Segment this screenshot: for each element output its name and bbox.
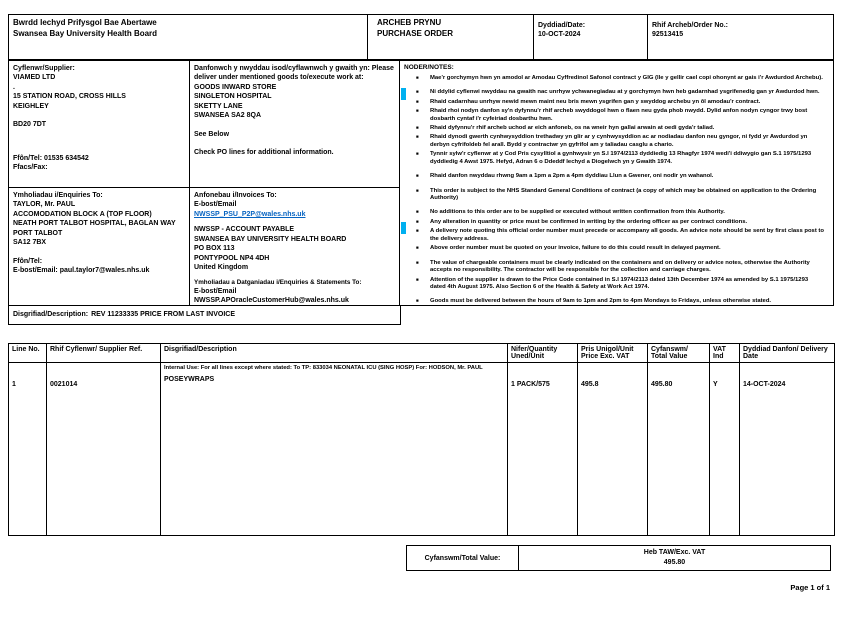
header-title-cell (367, 14, 534, 60)
col-header-unit-price: Pris Unigol/Unit Price Exc. VAT (578, 344, 648, 363)
enquiries-label: Ymholiadau i/Enquiries To: (13, 192, 103, 199)
deliver-see-below: See Below (194, 130, 230, 138)
quantity-value: 1 PACK/575 (511, 381, 550, 388)
note-bullet: ■ Ni ddylid cyflenwi nwyddau na gwaith nac unrhyw ychwanegiadau at y gorchymyn hwn heb gadarnhad ysgrifenedig gan yr Awdurdod hwn. (430, 89, 825, 96)
invoices-email-label: E-bost/Email (194, 201, 237, 209)
col-header-description: Disgrifiad/Description (161, 344, 508, 363)
enquiries-email-value: paul.taylor7@wales.nhs.uk (59, 267, 150, 275)
cell-vat (710, 363, 740, 536)
enquiries-address-line: ACCOMODATION BLOCK A (TOP FLOOR) (13, 210, 152, 218)
header-date-cell (533, 14, 648, 60)
enquiries-email-label: E-bost/Email: (13, 267, 58, 275)
deliver-to-label: Danfonwch y nwyddau isod/cyflawnwch y gwaith yn: Please deliver under mentioned goods to/execute work at: (194, 65, 394, 82)
order-no-label: Rhif Archeb/Order No.: (652, 22, 728, 29)
supplier-fax-label: Ffacs/Fax: (13, 164, 48, 172)
total-amount: 495.80 (663, 558, 686, 566)
cell-description (161, 363, 508, 536)
deliver-address-line: SWANSEA SA2 8QA (194, 112, 262, 120)
note-bullet: ■ Any alteration in quantity or price must be confirmed in writing by the ordering officer as per contract conditions. (430, 219, 825, 226)
cyan-marker-icon (401, 88, 406, 100)
doc-title-welsh: ARCHEB PRYNU (377, 18, 442, 27)
supplier-address-line: 15 STATION ROAD, CROSS HILLS (13, 93, 126, 101)
deliver-to-box (189, 60, 401, 188)
invoices-address-line: SWANSEA BAY UNIVERSITY HEALTH BOARD (194, 235, 347, 243)
note-bullet: ■ Goods must be delivered between the hours of 9am to 1pm and 2pm to 4pm Mondays to Fridays, unless otherwise stated. (430, 298, 825, 305)
order-no-value: 92513415 (652, 31, 684, 39)
deliver-address-line: SINGLETON HOSPITAL (194, 93, 272, 101)
totals-row (406, 545, 831, 571)
col-header-supplier-ref: Rhif Cyflenwr/ Supplier Ref. (47, 344, 161, 363)
enquiries-email-line (13, 266, 185, 275)
supplier-box (8, 60, 190, 188)
description-label: Disgrifiad/Description: (13, 311, 89, 319)
doc-title-english: PURCHASE ORDER (377, 28, 454, 38)
notes-box (399, 60, 834, 306)
deliver-address-line: GOODS INWARD STORE (194, 83, 277, 91)
unit-price-value: 495.8 (581, 381, 599, 388)
cell-supplier-ref (47, 363, 161, 536)
invoices-address-line: PO BOX 113 (194, 245, 235, 253)
header-org-cell (8, 14, 368, 60)
note-bullet: ■ Tynnir sylw'r cyflenwr at y Cod Pris cysylltiol a gynhwysir yn S.I 1974/2113 dyddiedig 13 Rhagfyr 1974 wedi'i ddiwygio gan S.1 1975/1293 dyddiedig 4 Awst 1975. Hefyd, Adran 6 o Ddeddf Iechyd a Diogelwch yn y Gwaith 1974. (430, 151, 825, 166)
note-bullet: ■ Attention of the supplier is drawn to the Price Code contained in S.I 1974/2113 dated 13th December 1974 as amended by S.1 1975/1293 dated 4th August 1975. Also Section 6 of the Health & Safety at Work Act 1974. (430, 277, 825, 292)
page-number: Page 1 of 1 (790, 583, 830, 592)
table-header-row (9, 344, 835, 363)
notes-title: NODER/NOTES: (404, 64, 454, 71)
total-value-label: Cyfanswm/Total Value: (407, 546, 519, 570)
deliver-address-line: SKETTY LANE (194, 102, 243, 110)
enquiries-contact-name: TAYLOR, Mr. PAUL (13, 201, 76, 209)
org-name-english: Swansea Bay University Health Board (13, 28, 158, 38)
supplier-label: Cyflenwr/Supplier: (13, 65, 75, 72)
supplier-postcode: BD20 7DT (13, 121, 47, 129)
delivery-date-value: 14-OCT-2024 (743, 381, 786, 388)
col-header-delivery-date: Dyddiad Danfon/ Delivery Date (740, 344, 835, 363)
invoices-address-line: NWSSP - ACCOUNT PAYABLE (194, 226, 295, 234)
cell-delivery-date (740, 363, 835, 536)
statements-label: Ymholiadau a Datganiadau i/Enquiries & Statements To: (194, 278, 362, 286)
invoices-address-line: United Kingdom (194, 264, 249, 272)
description-strip (8, 305, 401, 325)
cell-total (648, 363, 710, 536)
org-name-welsh: Bwrdd Iechyd Prifysgol Bae Abertawe (13, 18, 157, 27)
supplier-address-dot: . (13, 83, 15, 91)
note-bullet: ■ This order is subject to the NHS Standard General Conditions of contract (a copy of which may be obtained on application to the Ordering Authority) (430, 188, 825, 203)
enquiries-phone-label: Ffôn/Tel: (13, 257, 43, 265)
description-value: REV 11233335 PRICE FROM LAST INVOICE (91, 311, 236, 319)
date-label: Dyddiad/Date: (538, 22, 586, 29)
col-header-line-no: Line No. (9, 344, 47, 363)
table-row (9, 363, 835, 536)
note-bullet: ■ Rhaid rhoi nodyn danfon sy'n dyfynnu'r rhif archeb swyddogol hwn o flaen neu gyda phob nwydd. Dylid anfon nodyn cyngor trwy bost dosbarth cyntaf i'r cyfeiriad dosbarthu hwn. (430, 108, 825, 123)
supplier-name: VIAMED LTD (13, 74, 56, 82)
supplier-phone-label: Ffôn/Tel: (13, 154, 43, 162)
internal-use-note: Internal Use: For all lines except where stated: To TP: 833034 NEONATAL ICU (SING HOSP) For: HODSON, Mr. PAUL (164, 365, 483, 371)
cyan-marker-icon (401, 222, 406, 234)
supplier-phone-line (13, 154, 185, 163)
note-bullet: ■ Mae'r gorchymyn hwn yn amodol ar Amodau Cyffredinol Safonol contract y GIG (lle y gellir cael copi ohonynt ar gais i'r Awdurdod Archebu). (430, 75, 825, 82)
date-value: 10-OCT-2024 (538, 31, 581, 39)
note-bullet: ■ No additions to this order are to be supplied or executed without written confirmation from this Authority. (430, 209, 825, 216)
invoices-address-line: PONTYPOOL NP4 4DH (194, 254, 270, 262)
supplier-phone-value: 01535 634542 (43, 154, 89, 162)
invoices-label: Anfonebau i/Invoices To: (194, 192, 277, 199)
cell-line-no (9, 363, 47, 536)
po-lines-table (8, 343, 835, 536)
item-name: POSEYWRAPS (164, 376, 215, 384)
header-order-no-cell (647, 14, 834, 60)
cell-quantity (508, 363, 578, 536)
total-value-cell (519, 546, 830, 570)
enquiries-box (8, 187, 190, 306)
col-header-total: Cyfanswm/ Total Value (648, 344, 710, 363)
notes-list (404, 75, 829, 306)
note-bullet: ■ Rhaid cadarnhau unrhyw newid mewn maint neu bris mewn ysgrifen gan y swyddog archebu yn ôl amodau'r contract. (430, 99, 825, 106)
supplier-address-line: KEIGHLEY (13, 102, 49, 110)
note-bullet: ■ A delivery note quoting this official order number must precede or accompany all goods. An advice note should be sent by first class post to the delivery address. (430, 228, 825, 243)
statements-email-label: E-bost/Email (194, 288, 237, 295)
supplier-ref-value: 0021014 (50, 381, 78, 388)
enquiries-address-line: PORT TALBOT (13, 229, 63, 237)
col-header-quantity: Nifer/Quantity Uned/Unit (508, 344, 578, 363)
note-bullet: ■ Above order number must be quoted on your invoice, failure to do this could result in delayed payment. (430, 245, 825, 252)
invoices-email-link[interactable]: NWSSP_PSU_P2P@wales.nhs.uk (194, 210, 306, 218)
deliver-check-note: Check PO lines for additional information. (194, 149, 334, 157)
note-bullet: ■ The value of chargeable containers must be clearly indicated on the containers and on delivery or advice notes, otherwise the Authority accepts no responsibility. The contractor will be responsible for the collection and carriage charges. (430, 260, 825, 275)
invoices-box (189, 187, 401, 306)
note-bullet: ■ Rhaid danfon nwyddau rhwng 9am a 1pm a 2pm a 4pm dyddiau Llun a Gwener, oni nodir yn wahanol. (430, 173, 825, 180)
line-no-value: 1 (12, 381, 16, 388)
vat-ind-value: Y (713, 381, 718, 388)
note-bullet: ■ Rhaid dyfynnu'r rhif archeb uchod ar eich anfoneb, os na wneir hyn gallai arwain at oedi gyda'r taliad. (430, 125, 825, 132)
total-value: 495.80 (651, 381, 673, 388)
statements-email-value: NWSSP.APOracleCustomerHub@wales.nhs.uk (194, 297, 349, 305)
exc-vat-label: Heb TAW/Exc. VAT (643, 549, 706, 556)
enquiries-postcode: SA12 7BX (13, 239, 47, 247)
col-header-vat: VAT Ind (710, 344, 740, 363)
note-bullet: ■ Rhaid dynodi gwerth cynhwysyddion trethadwy yn glir ar y cynhwysyddion ac ar nodiadau danfon neu gyngor, ni fydd yr Awdurdod yn derbyn cyfrifoldeb fel arall. Bydd y contractwr yn gyfrifol am y taliadau casglu a chario. (430, 134, 825, 149)
enquiries-address-line: NEATH PORT TALBOT HOSPITAL, BAGLAN WAY (13, 220, 176, 228)
cell-unit-price (578, 363, 648, 536)
